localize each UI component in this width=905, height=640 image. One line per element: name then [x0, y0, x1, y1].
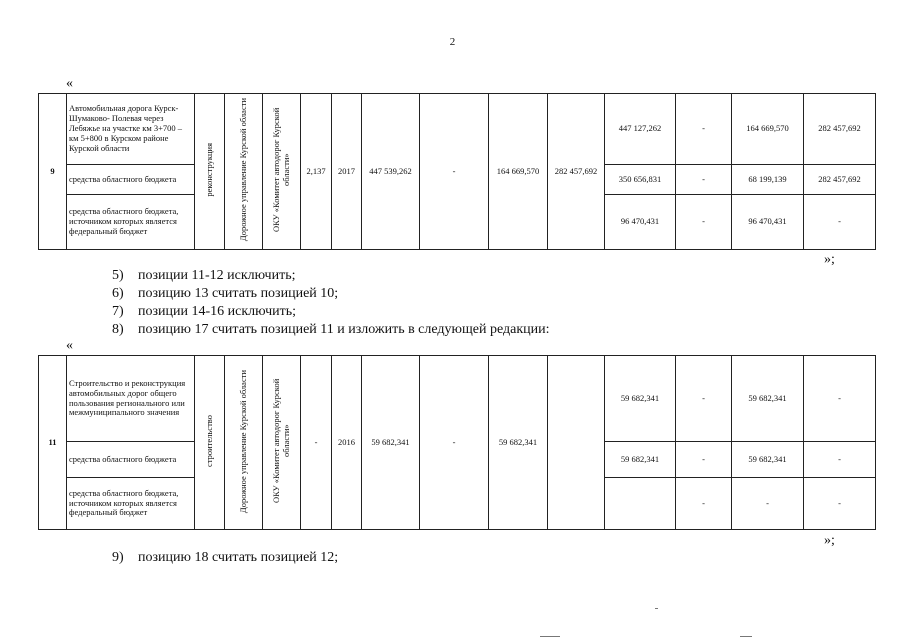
item-number: 6)	[112, 286, 124, 301]
value-cell: -	[676, 164, 732, 194]
value-cell: 59 682,341	[605, 356, 676, 442]
value-cell: 59 682,341	[732, 442, 804, 478]
position-number: 11	[39, 356, 67, 530]
item-text: позицию 13 считать позицией 10;	[138, 286, 339, 301]
list-item	[112, 285, 550, 303]
value-cell: 447 127,262	[605, 94, 676, 165]
position-number: 9	[39, 94, 67, 250]
merged-value-1: -	[420, 356, 489, 530]
item-text: позицию 18 считать позицией 12;	[138, 550, 339, 565]
developer-cell	[263, 356, 301, 530]
value-cell: -	[676, 94, 732, 165]
scan-speck	[655, 608, 658, 609]
value-cell: -	[804, 442, 876, 478]
table-row	[39, 356, 876, 442]
funding-source: средства областного бюджета, источником которых является федеральный бюджет	[67, 478, 195, 530]
value-cell: -	[804, 356, 876, 442]
item-number: 7)	[112, 304, 124, 319]
object-name: Автомобильная дорога Курск- Шумаково- Полевая через Лебяжье на участке км 3+700 – км 5+800 в Курском районе Курской области	[67, 94, 195, 165]
list-item	[112, 321, 550, 339]
value-cell: 59 682,341	[605, 442, 676, 478]
list-item	[112, 267, 550, 285]
object-name: Строительство и реконструкция автомобильных дорог общего пользования регионального или межмуниципального значения	[67, 356, 195, 442]
item-text: позицию 17 считать позицией 11 и изложить в следующей редакции:	[138, 322, 550, 337]
list-item	[112, 549, 338, 567]
page-number: 2	[449, 36, 456, 48]
value-cell: 68 199,139	[732, 164, 804, 194]
merged-value-1: -	[420, 94, 489, 250]
value-cell: 96 470,431	[732, 195, 804, 250]
road-table-position-9	[38, 93, 876, 250]
value-cell: -	[676, 195, 732, 250]
funding-source: средства областного бюджета	[67, 442, 195, 478]
item-text: позиции 11-12 исключить;	[138, 268, 296, 283]
amendment-list	[112, 267, 550, 339]
opening-quote: «	[66, 76, 73, 91]
value-cell: 164 669,570	[732, 94, 804, 165]
list-item	[112, 303, 550, 321]
item-number: 5)	[112, 268, 124, 283]
value-cell: -	[676, 356, 732, 442]
length-km: 2,137	[301, 94, 332, 250]
year: 2016	[332, 356, 362, 530]
closing-quote: »;	[824, 252, 835, 267]
opening-quote: «	[66, 338, 73, 353]
value-cell: 59 682,341	[732, 356, 804, 442]
length-km: -	[301, 356, 332, 530]
developer: ОКУ «Комитет автодорог Курской области»	[270, 107, 291, 233]
value-cell: 282 457,692	[804, 164, 876, 194]
customer: Дорожное управление Курской области	[237, 98, 248, 242]
value-cell	[605, 478, 676, 530]
merged-value-2: 164 669,570	[489, 94, 548, 250]
developer-cell	[263, 94, 301, 250]
funding-source: средства областного бюджета	[67, 164, 195, 194]
value-cell: -	[804, 195, 876, 250]
work-type-cell	[195, 356, 225, 530]
customer: Дорожное управление Курской области	[237, 369, 248, 513]
item-number: 8)	[112, 322, 124, 337]
final-item	[112, 549, 338, 567]
scan-speck	[540, 636, 560, 637]
value-cell: -	[676, 478, 732, 530]
merged-value-2: 59 682,341	[489, 356, 548, 530]
item-text: позиции 14-16 исключить;	[138, 304, 296, 319]
funding-source: средства областного бюджета, источником которых является федеральный бюджет	[67, 195, 195, 250]
year: 2017	[332, 94, 362, 250]
total-cost: 447 539,262	[362, 94, 420, 250]
table-row	[39, 94, 876, 165]
customer-cell	[225, 94, 263, 250]
value-cell: 96 470,431	[605, 195, 676, 250]
work-type: реконструкция	[203, 143, 214, 197]
road-table-position-11	[38, 355, 876, 530]
merged-value-3	[548, 356, 605, 530]
developer: ОКУ «Комитет автодорог Курской области»	[270, 378, 291, 504]
value-cell: -	[804, 478, 876, 530]
closing-quote: »;	[824, 533, 835, 548]
value-cell: -	[732, 478, 804, 530]
work-type-cell	[195, 94, 225, 250]
merged-value-3: 282 457,692	[548, 94, 605, 250]
work-type: строительство	[203, 415, 214, 468]
item-number: 9)	[112, 550, 124, 565]
value-cell: -	[676, 442, 732, 478]
scan-speck	[740, 636, 752, 637]
value-cell: 350 656,831	[605, 164, 676, 194]
value-cell: 282 457,692	[804, 94, 876, 165]
total-cost: 59 682,341	[362, 356, 420, 530]
customer-cell	[225, 356, 263, 530]
